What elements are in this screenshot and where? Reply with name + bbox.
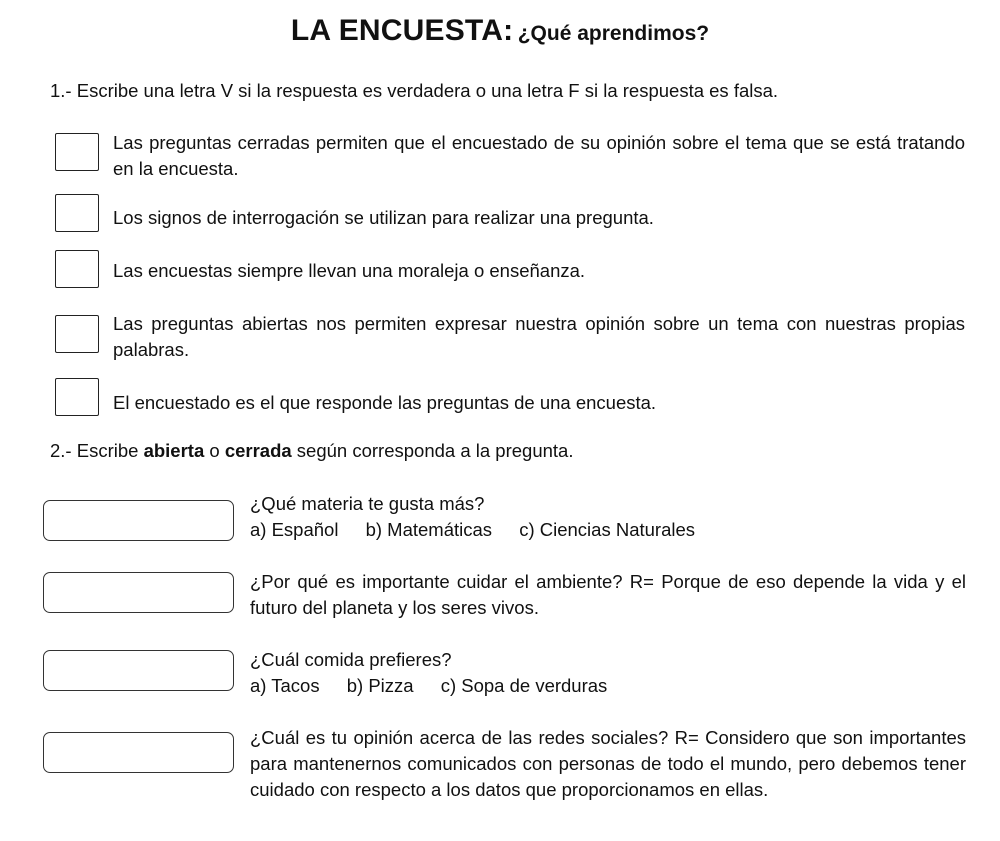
options-line [250,673,966,699]
vf-statement: Las preguntas cerradas permiten que el encuestado de su opinión sobre el tema que se está tratando en la encuesta. [113,132,965,179]
instruction-or: o [204,440,225,461]
answer-box[interactable] [43,732,234,773]
word-cerrada: cerrada [224,440,292,461]
vf-answer-box[interactable] [55,250,99,288]
vf-statement: Las encuestas siempre llevan una moraleja o enseñanza. [113,260,586,281]
title-subtitle: ¿Qué aprendimos? [517,22,710,45]
vf-answer-box[interactable] [55,194,99,232]
question-line: ¿Cuál comida prefieres? [250,649,452,670]
vf-statement: Los signos de interrogación se utilizan para realizar una pregunta. [113,207,654,228]
vf-statement: El encuestado es el que responde las preguntas de una encuesta. [113,392,657,413]
option: b) Pizza [346,675,414,696]
question-text [250,647,966,699]
option: a) Tacos [250,675,320,696]
instruction-prefix: 2.- Escribe [50,440,144,461]
vf-answer-box[interactable] [55,133,99,171]
option: b) Matemáticas [365,519,493,540]
option: a) Español [250,519,339,540]
instruction-suffix: según corresponda a la pregunta. [291,440,574,461]
answer-box[interactable] [43,572,234,613]
answer-box[interactable] [43,500,234,541]
question-text: ¿Cuál es tu opinión acerca de las redes sociales? R= Considero que son importantes para mantenernos comunicados con personas de todo el mundo, pero debemos tener cuidado con respecto a los datos que proporcionamos en ellas. [250,727,966,800]
section2-instruction [50,440,573,462]
vf-answer-box[interactable] [55,378,99,416]
question-text: ¿Por qué es importante cuidar el ambiente? R= Porque de eso depende la vida y el futuro del planeta y los seres vivos. [250,571,966,618]
vf-statement: Las preguntas abiertas nos permiten expresar nuestra opinión sobre un tema con nuestras propias palabras. [113,313,965,360]
option: c) Ciencias Naturales [519,519,696,540]
question-line: ¿Qué materia te gusta más? [250,493,485,514]
answer-box[interactable] [43,650,234,691]
word-abierta: abierta [143,440,205,461]
section1-instruction: 1.- Escribe una letra V si la respuesta es verdadera o una letra F si la respuesta es falsa. [50,80,779,101]
option: c) Sopa de verduras [440,675,608,696]
vf-answer-box[interactable] [55,315,99,353]
worksheet-title [0,14,1000,48]
question-text [250,491,966,543]
options-line [250,517,966,543]
title-main: LA ENCUESTA: [290,14,514,47]
